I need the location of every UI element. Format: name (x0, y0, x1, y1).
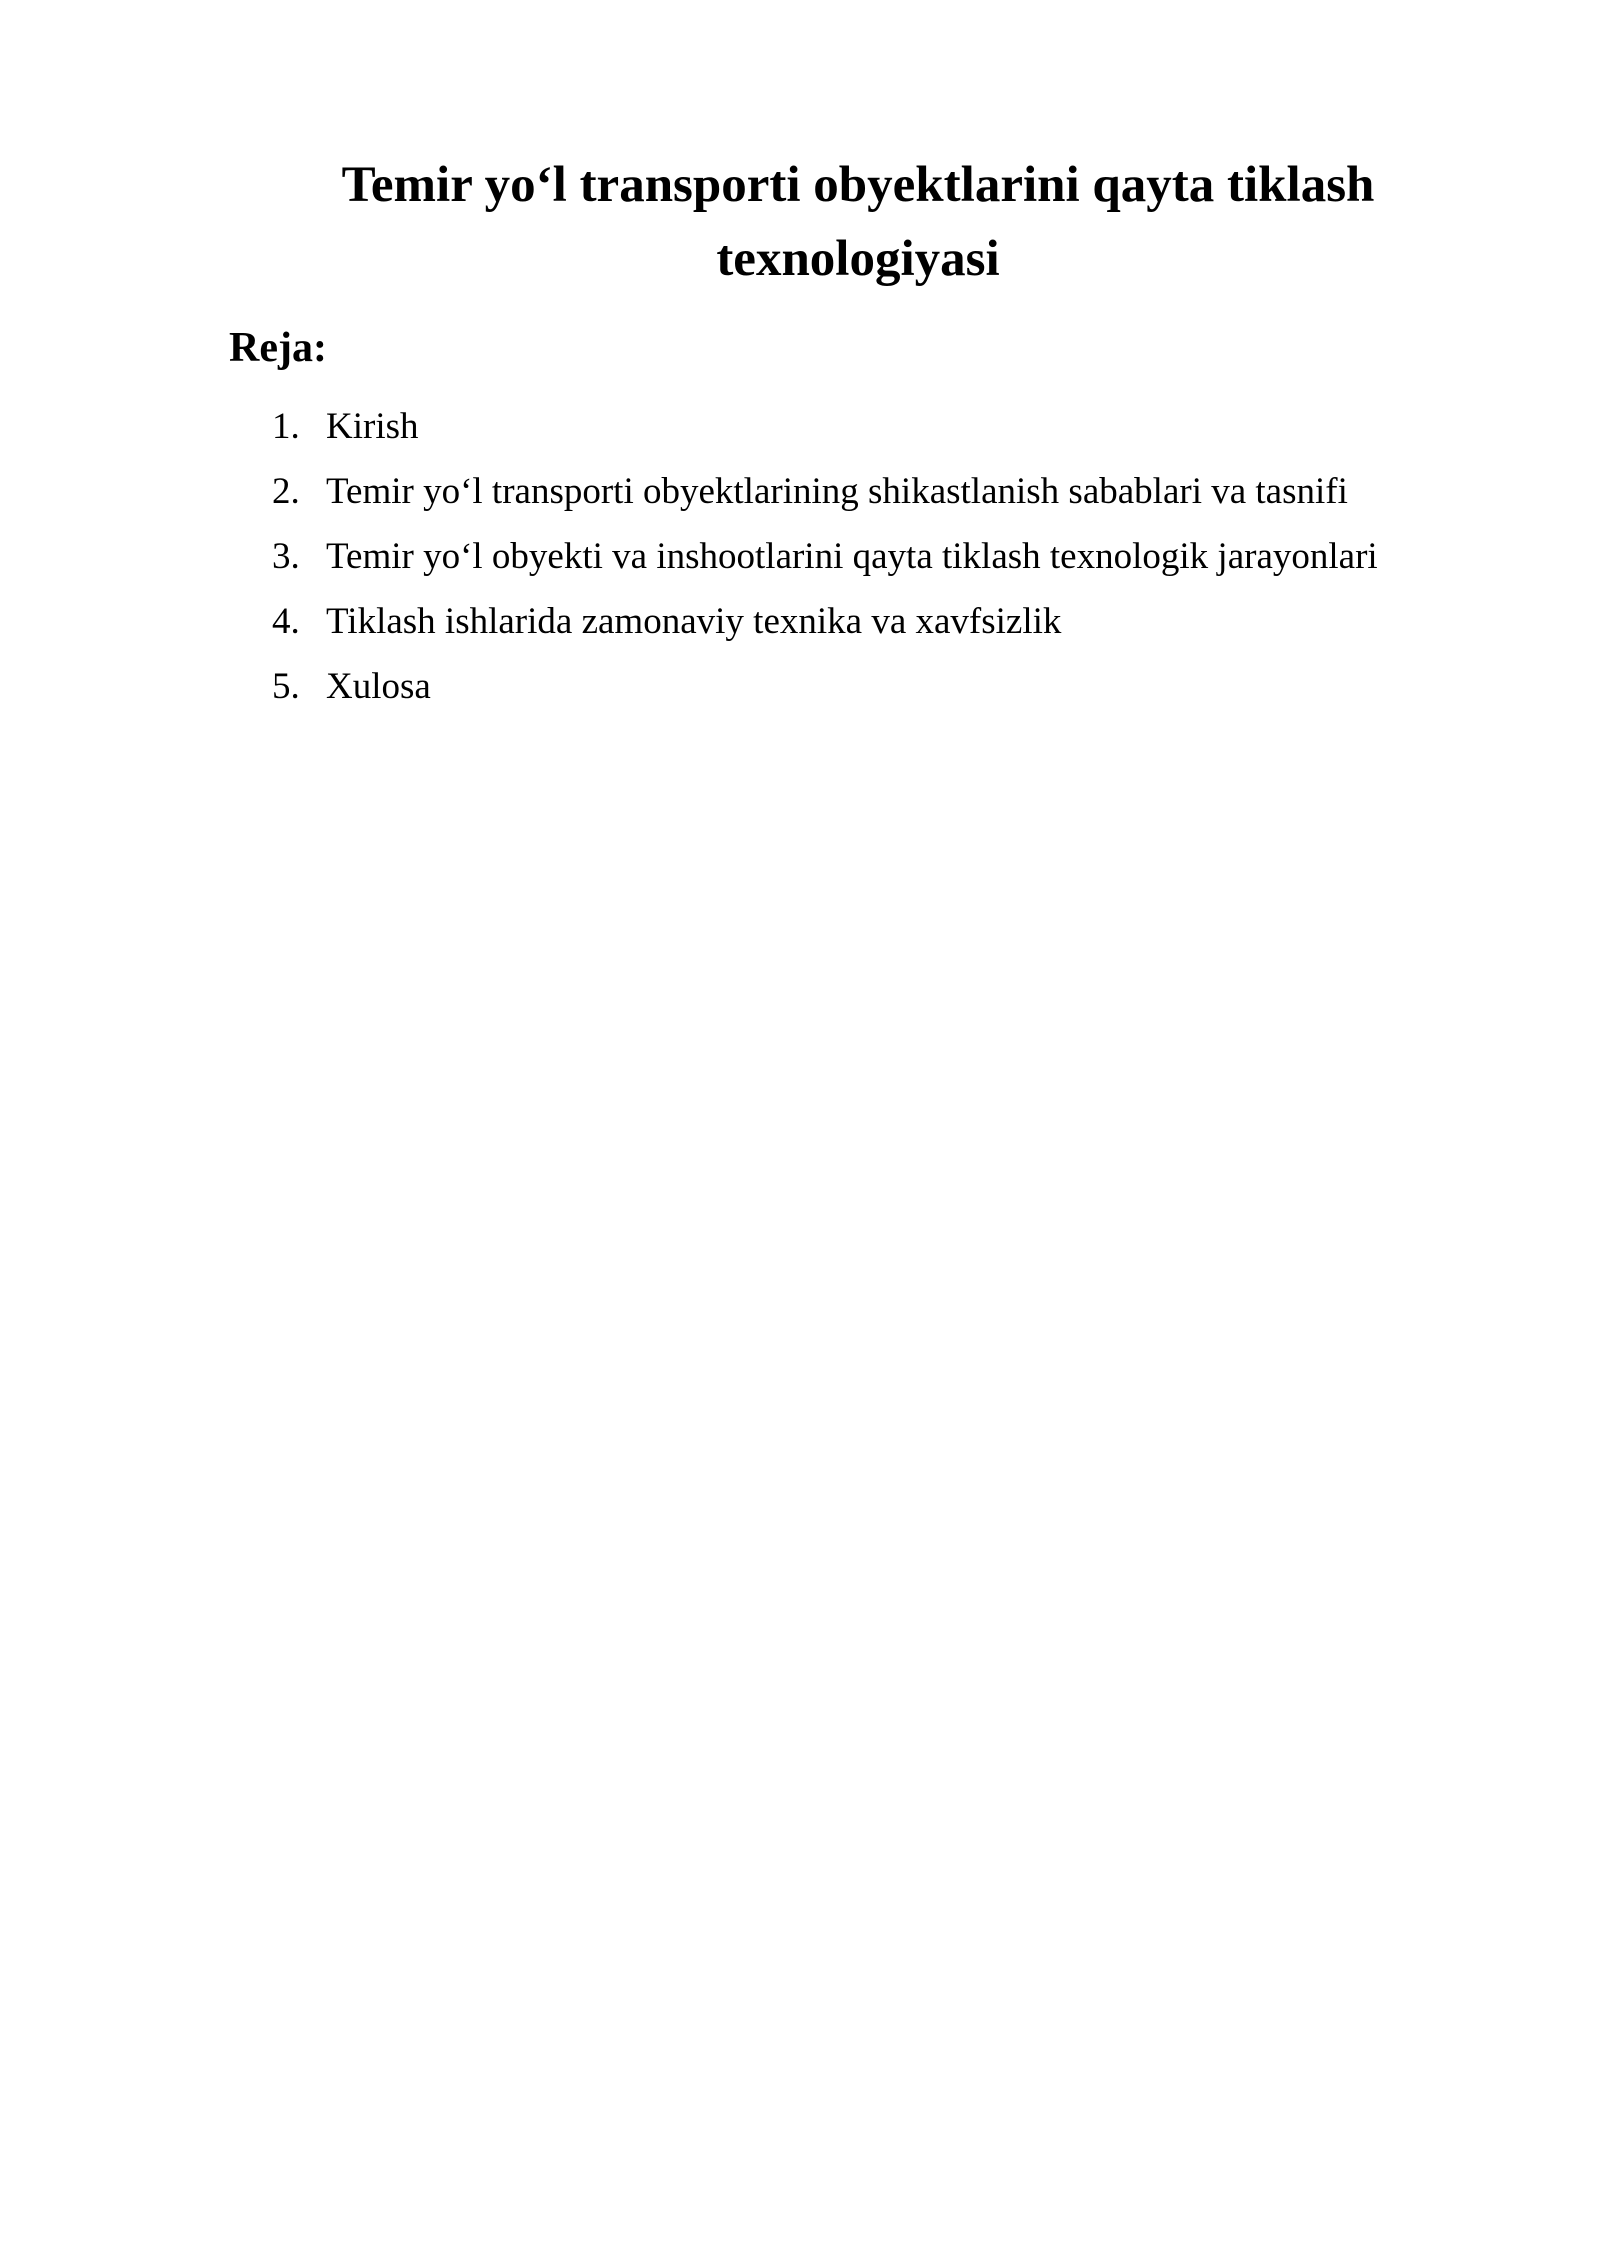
plan-item-number: 4. (272, 601, 300, 642)
plan-item-4 (272, 595, 1378, 660)
plan-list (272, 400, 1378, 725)
plan-item-5 (272, 660, 1378, 725)
plan-heading: Reja: (229, 325, 327, 371)
plan-item-text: Xulosa (326, 666, 431, 707)
plan-item-2 (272, 465, 1378, 530)
plan-item-text: Temir yo‘l obyekti va inshootlarini qayta tiklash texnologik jarayonlari (326, 536, 1378, 577)
plan-item-number: 3. (272, 536, 300, 577)
plan-item-number: 5. (272, 666, 300, 707)
plan-item-text: Kirish (326, 406, 419, 447)
plan-item-number: 1. (272, 406, 300, 447)
plan-item-number: 2. (272, 471, 300, 512)
plan-item-1 (272, 400, 1378, 465)
plan-item-3 (272, 530, 1378, 595)
document-title: Temir yo‘l transporti obyektlarini qayta tiklash texnologiyasi (341, 157, 1375, 287)
plan-item-text: Tiklash ishlarida zamonaviy texnika va xavfsizlik (326, 601, 1062, 642)
plan-item-text: Temir yo‘l transporti obyektlarining shikastlanish sabablari va tasnifi (326, 471, 1348, 512)
